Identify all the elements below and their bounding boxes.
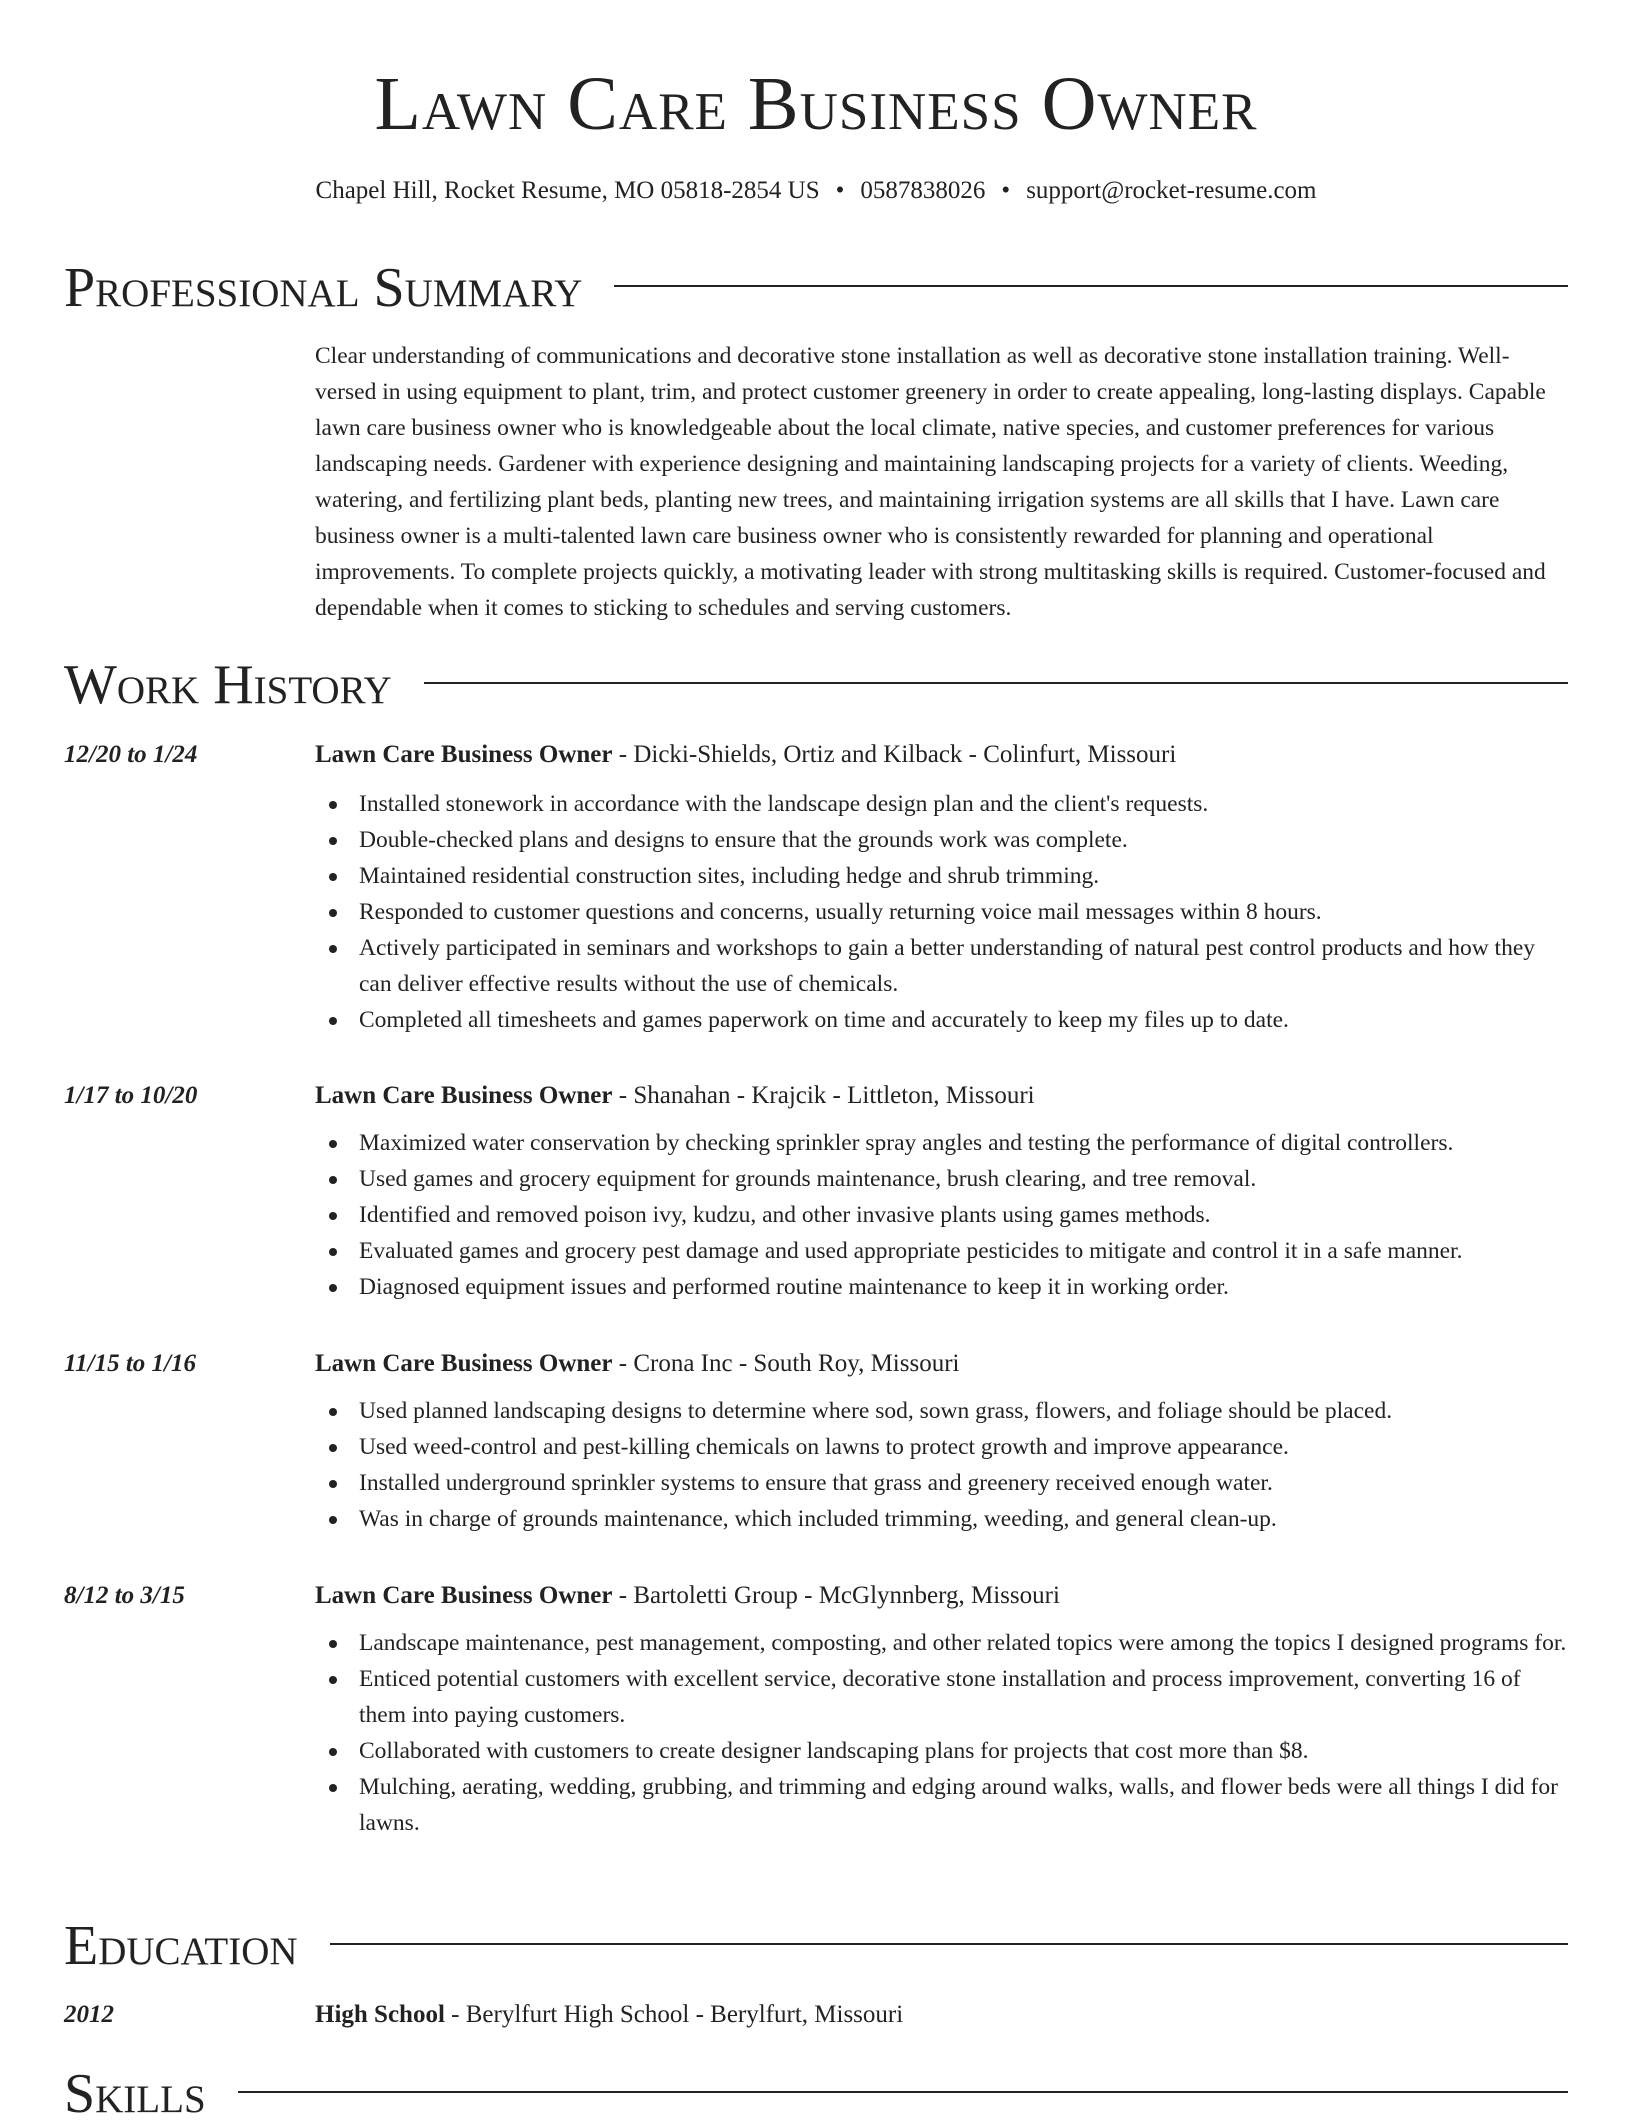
- job-date: 1/17 to 10/20: [64, 1082, 198, 1109]
- bullet-dot: [329, 873, 337, 881]
- bullet-dot: [329, 1248, 337, 1256]
- job-header: [64, 1079, 1568, 1113]
- bullet-text: Enticed potential customers with excellent service, decorative stone installation and process improvement, converting 16 of them into paying customers.: [359, 1666, 1521, 1728]
- job-bullet: [315, 1002, 1568, 1038]
- education-date: 2012: [64, 2001, 114, 2028]
- job-bullets: [315, 1125, 1568, 1305]
- education-entry: [64, 1998, 1568, 2032]
- job-date: 11/15 to 1/16: [64, 1350, 196, 1377]
- section-professional-summary: [64, 256, 1568, 320]
- bullet-text: Installed underground sprinkler systems to ensure that grass and greenery received enough water.: [359, 1470, 1273, 1496]
- bullet-text: Used games and grocery equipment for grounds maintenance, brush clearing, and tree removal.: [359, 1166, 1257, 1192]
- bullet-text: Diagnosed equipment issues and performed routine maintenance to keep it in working order.: [359, 1274, 1229, 1300]
- job-entry: [64, 738, 1568, 1038]
- job-bullet: [315, 894, 1568, 930]
- bullet-text: Identified and removed poison ivy, kudzu, and other invasive plants using games methods.: [359, 1202, 1211, 1228]
- bullet-text: Completed all timesheets and games paperwork on time and accurately to keep my files up to date.: [359, 1007, 1289, 1033]
- contact-line: [0, 174, 1632, 208]
- bullet-dot: [329, 1640, 337, 1648]
- job-header: [64, 1347, 1568, 1381]
- job-bullet: [315, 1233, 1568, 1269]
- job-bullets: [315, 1393, 1568, 1537]
- bullet-text: Collaborated with customers to create designer landscaping plans for projects that cost more than $8.: [359, 1738, 1309, 1764]
- job-title: Lawn Care Business Owner: [315, 741, 613, 768]
- job-bullet: [315, 822, 1568, 858]
- job-title-line: [315, 1347, 959, 1381]
- bullet-text: Installed stonework in accordance with the landscape design plan and the client's requests.: [359, 791, 1209, 817]
- bullet-dot: [329, 837, 337, 845]
- job-bullet: [315, 858, 1568, 894]
- contact-phone: 0587838026: [860, 177, 986, 204]
- section-divider: [238, 2091, 1568, 2093]
- bullet-dot: [329, 1516, 337, 1524]
- job-title: Lawn Care Business Owner: [315, 1350, 613, 1377]
- section-divider: [330, 1943, 1568, 1945]
- job-header: [64, 1579, 1568, 1613]
- job-bullet: [315, 786, 1568, 822]
- job-bullet: [315, 1269, 1568, 1305]
- job-details: - Crona Inc - South Roy, Missouri: [612, 1350, 960, 1377]
- job-bullet: [315, 930, 1568, 1002]
- bullet-text: Actively participated in seminars and workshops to gain a better understanding of natural pest control products and how they can deliver effective results without the use of chemicals.: [359, 935, 1535, 997]
- bullet-dot: [329, 1212, 337, 1220]
- job-bullet: [315, 1393, 1568, 1429]
- education-details: - Berylfurt High School - Berylfurt, Missouri: [444, 2001, 904, 2028]
- job-bullet: [315, 1769, 1568, 1841]
- section-title: Education: [64, 1915, 298, 1977]
- bullet-dot: [329, 1784, 337, 1792]
- job-entry: [64, 1079, 1568, 1305]
- job-date: 8/12 to 3/15: [64, 1582, 185, 1609]
- bullet-text: Double-checked plans and designs to ensure that the grounds work was complete.: [359, 827, 1128, 853]
- bullet-dot: [329, 945, 337, 953]
- section-title: Professional Summary: [64, 257, 583, 319]
- job-details: - Bartoletti Group - McGlynnberg, Missouri: [612, 1582, 1060, 1609]
- bullet-dot: [329, 1017, 337, 1025]
- section-education: [64, 1914, 1568, 1978]
- job-bullet: [315, 1197, 1568, 1233]
- job-title-line: [315, 1579, 1060, 1613]
- education-line: [315, 1998, 903, 2032]
- bullet-text: Mulching, aerating, wedding, grubbing, and trimming and edging around walks, walls, and flower beds were all things I did for lawns.: [359, 1774, 1558, 1836]
- bullet-text: Responded to customer questions and concerns, usually returning voice mail messages within 8 hours.: [359, 899, 1322, 925]
- job-entry: [64, 1579, 1568, 1841]
- bullet-text: Maintained residential construction sites, including hedge and shrub trimming.: [359, 863, 1100, 889]
- job-bullet: [315, 1429, 1568, 1465]
- bullet-dot: [329, 1176, 337, 1184]
- education-degree: High School: [315, 2001, 445, 2028]
- job-details: - Dicki-Shields, Ortiz and Kilback - Colinfurt, Missouri: [612, 741, 1177, 768]
- job-bullets: [315, 786, 1568, 1038]
- contact-separator: •: [1001, 177, 1011, 204]
- job-bullet: [315, 1733, 1568, 1769]
- bullet-dot: [329, 1140, 337, 1148]
- bullet-text: Used planned landscaping designs to determine where sod, sown grass, flowers, and foliage should be placed.: [359, 1398, 1393, 1424]
- job-date: 12/20 to 1/24: [64, 741, 198, 768]
- section-divider: [614, 285, 1568, 287]
- bullet-dot: [329, 1480, 337, 1488]
- contact-email[interactable]: support@rocket-resume.com: [1026, 177, 1317, 204]
- job-bullet: [315, 1661, 1568, 1733]
- contact-separator: •: [835, 177, 845, 204]
- section-divider: [424, 682, 1568, 684]
- bullet-dot: [329, 1748, 337, 1756]
- job-bullets: [315, 1625, 1568, 1841]
- bullet-text: Evaluated games and grocery pest damage and used appropriate pesticides to mitigate and control it in a safe manner.: [359, 1238, 1463, 1264]
- bullet-dot: [329, 1676, 337, 1684]
- bullet-dot: [329, 1408, 337, 1416]
- education-header: [64, 1998, 1568, 2032]
- section-title: Work History: [64, 654, 392, 716]
- job-bullet: [315, 1501, 1568, 1537]
- bullet-dot: [329, 1284, 337, 1292]
- job-title-line: [315, 1079, 1035, 1113]
- job-title: Lawn Care Business Owner: [315, 1582, 613, 1609]
- job-entry: [64, 1347, 1568, 1537]
- bullet-dot: [329, 801, 337, 809]
- job-bullet: [315, 1161, 1568, 1197]
- bullet-text: Landscape maintenance, pest management, composting, and other related topics were among the topics I designed programs for.: [359, 1630, 1567, 1656]
- section-work-history: [64, 653, 1568, 717]
- job-bullet: [315, 1125, 1568, 1161]
- job-title-line: [315, 738, 1176, 772]
- section-skills: [64, 2062, 1568, 2126]
- section-title: Skills: [64, 2063, 206, 2125]
- contact-address: Chapel Hill, Rocket Resume, MO 05818-2854 US: [315, 177, 820, 204]
- bullet-text: Used weed-control and pest-killing chemicals on lawns to protect growth and improve appearance.: [359, 1434, 1289, 1460]
- summary-text: Clear understanding of communications and decorative stone installation as well as decorative stone installation training. Well-versed in using equipment to plant, trim, and protect customer greenery in order to create appealing, long-lasting displays. Capable lawn care business owner who is knowledgeable about the local climate, native species, and customer preferences for various landscaping needs. Gardener with experience designing and maintaining landscaping projects for a variety of clients. Weeding, watering, and fertilizing plant beds, planting new trees, and maintaining irrigation systems are all skills that I have. Lawn care business owner is a multi-talented lawn care business owner who is consistently rewarded for planning and operational improvements. To complete projects quickly, a motivating leader with strong multitasking skills is required. Customer-focused and dependable when it comes to sticking to schedules and serving customers.: [315, 343, 1546, 621]
- job-details: - Shanahan - Krajcik - Littleton, Missouri: [612, 1082, 1035, 1109]
- job-header: [64, 738, 1568, 772]
- bullet-dot: [329, 1444, 337, 1452]
- bullet-text: Was in charge of grounds maintenance, which included trimming, weeding, and general clean-up.: [359, 1506, 1277, 1532]
- job-bullet: [315, 1465, 1568, 1501]
- candidate-name: Lawn Care Business Owner: [374, 62, 1258, 146]
- bullet-text: Maximized water conservation by checking sprinkler spray angles and testing the performance of digital controllers.: [359, 1130, 1454, 1156]
- bullet-dot: [329, 909, 337, 917]
- job-title: Lawn Care Business Owner: [315, 1082, 613, 1109]
- job-bullet: [315, 1625, 1568, 1661]
